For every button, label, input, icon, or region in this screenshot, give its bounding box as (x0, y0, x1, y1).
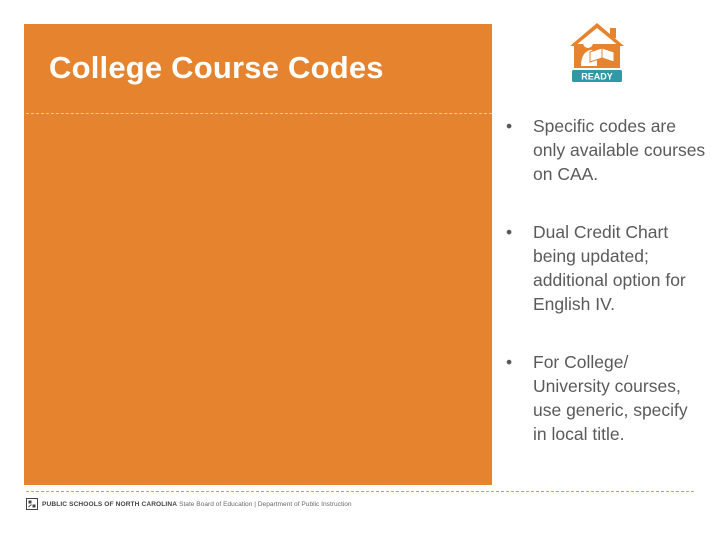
bullet-dot-icon: • (506, 116, 513, 136)
bullet-dot-icon: • (506, 352, 513, 372)
bullet-text: Dual Credit Chart being updated; additional option for English IV. (533, 222, 686, 314)
logo-text: READY (581, 71, 613, 82)
footer-departments: State Board of Education | Department of Public Instruction (179, 500, 352, 508)
footer (26, 497, 352, 511)
title-dashed-divider (26, 113, 492, 114)
logo-reader-head (583, 38, 593, 48)
bullet-text: For College/ University courses, use generic, specify in local title. (533, 352, 688, 444)
footer-organization: PUBLIC SCHOOLS OF NORTH CAROLINA (42, 500, 178, 508)
footer-dashed-divider (26, 491, 694, 492)
orange-panel (24, 24, 492, 485)
bullet-list (506, 114, 706, 446)
nc-dpi-logo-icon (26, 498, 38, 510)
bullet-item (506, 350, 706, 446)
ready-logo-icon (566, 22, 628, 88)
bullet-item (506, 220, 706, 316)
bullet-dot-icon: • (506, 222, 513, 242)
bullet-item (506, 114, 706, 186)
logo-chimney (610, 28, 616, 38)
slide-title: College Course Codes (49, 50, 384, 85)
bullet-text: Specific codes are only available courses on CAA. (533, 116, 706, 184)
